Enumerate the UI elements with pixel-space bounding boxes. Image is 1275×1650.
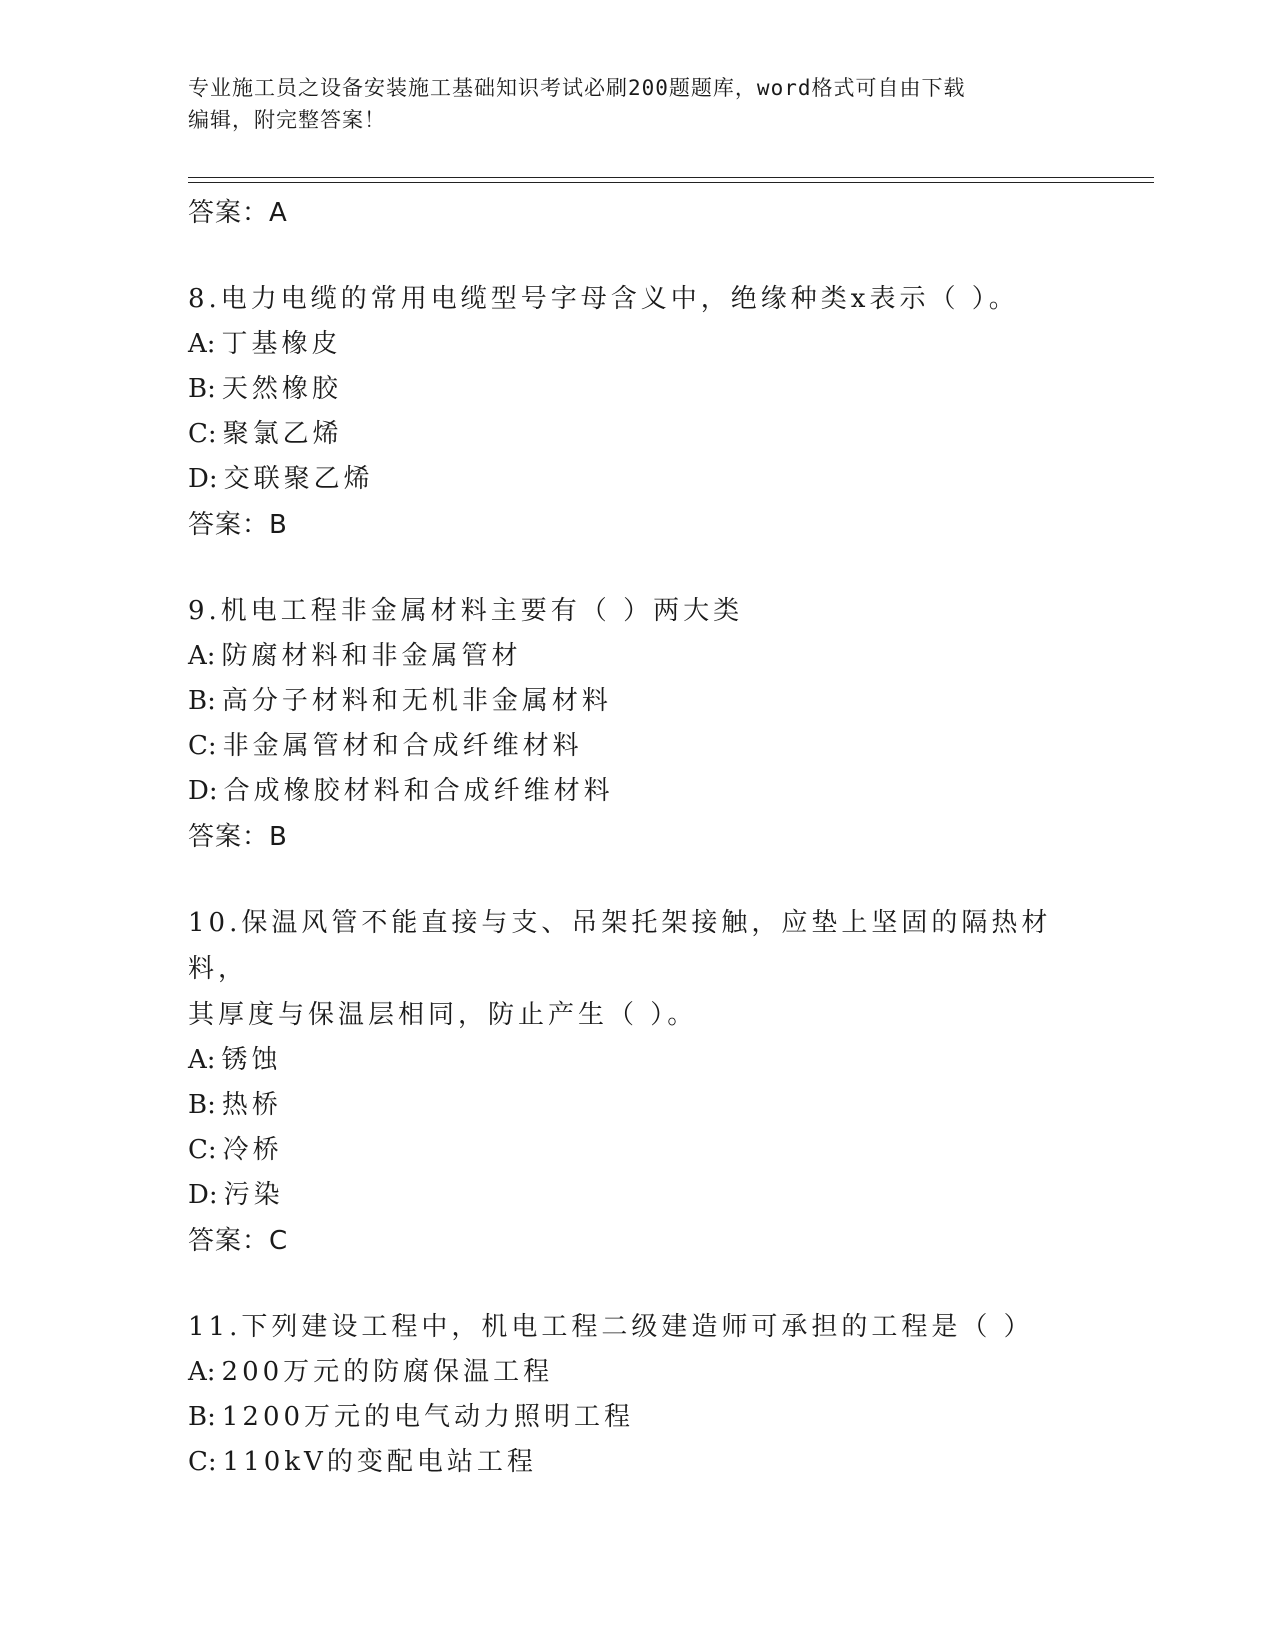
question-stem: 9.机电工程非金属材料主要有（ ）两大类 (188, 596, 744, 626)
option-a (188, 1038, 1088, 1083)
option-label: C: (188, 419, 217, 449)
question-stem: 11.下列建设工程中，机电工程二级建造师可承担的工程是（ ） (188, 1312, 1034, 1342)
option-label: C: (188, 1447, 217, 1477)
answer-line: 答案：A (188, 198, 288, 228)
option-text: 聚氯乙烯 (222, 419, 343, 449)
question-11 (188, 1304, 1088, 1485)
answer-line: 答案：B (188, 510, 288, 540)
option-label: A: (188, 329, 216, 359)
option-text: 非金属管材和合成纤维材料 (222, 731, 583, 761)
option-text: 冷桥 (222, 1135, 283, 1165)
option-a (188, 634, 1088, 679)
question-stem: 8.电力电缆的常用电缆型号字母含义中，绝缘种类x表示（ ）。 (188, 284, 1019, 314)
option-label: B: (188, 686, 216, 716)
option-text: 天然橡胶 (221, 374, 342, 404)
answer-line: 答案：C (188, 1226, 289, 1256)
header-rule-top (188, 177, 1154, 178)
option-a (188, 322, 1088, 367)
option-text: 丁基橡皮 (221, 329, 342, 359)
question-10 (188, 900, 1088, 1264)
question-stem-line-2: 其厚度与保温层相同，防止产生（ ）。 (188, 1000, 698, 1030)
option-text: 防腐材料和非金属管材 (221, 641, 522, 671)
option-text: 交联聚乙烯 (223, 464, 374, 494)
option-label: A: (188, 641, 216, 671)
option-text: 锈蚀 (221, 1045, 282, 1075)
option-label: D: (188, 464, 218, 494)
question-8 (188, 276, 1088, 548)
option-label: B: (188, 374, 216, 404)
option-d (188, 1173, 1088, 1218)
option-c (188, 1440, 1088, 1485)
option-c (188, 412, 1088, 457)
header-title-line-1: 专业施工员之设备安装施工基础知识考试必刷200题题库，word格式可自由下载 (188, 76, 966, 100)
option-label: A: (188, 1045, 216, 1075)
option-text: 高分子材料和无机非金属材料 (221, 686, 612, 716)
option-label: D: (188, 776, 218, 806)
option-text: 200万元的防腐保温工程 (221, 1357, 554, 1387)
option-c (188, 1128, 1088, 1173)
option-a (188, 1350, 1088, 1395)
header-title-line-2: 编辑，附完整答案！ (188, 108, 386, 132)
option-label: A: (188, 1357, 216, 1387)
option-label: C: (188, 731, 217, 761)
document-header (188, 72, 1068, 136)
option-text: 1200万元的电气动力照明工程 (221, 1402, 635, 1432)
option-c (188, 724, 1088, 769)
option-label: C: (188, 1135, 217, 1165)
option-b (188, 1083, 1088, 1128)
option-label: B: (188, 1402, 216, 1432)
option-text: 110kV的变配电站工程 (222, 1447, 537, 1477)
option-text: 合成橡胶材料和合成纤维材料 (223, 776, 614, 806)
option-label: D: (188, 1180, 218, 1210)
option-text: 热桥 (221, 1090, 282, 1120)
option-b (188, 367, 1088, 412)
question-stem-line-1: 10.保温风管不能直接与支、吊架托架接触，应垫上坚固的隔热材料， (188, 908, 1052, 984)
option-label: B: (188, 1090, 216, 1120)
header-rule-bottom (188, 182, 1154, 183)
option-d (188, 769, 1088, 814)
answer-line: 答案：B (188, 822, 288, 852)
option-d (188, 457, 1088, 502)
option-text: 污染 (223, 1180, 284, 1210)
option-b (188, 1395, 1088, 1440)
question-9 (188, 588, 1088, 860)
option-b (188, 679, 1088, 724)
question-list (188, 190, 1088, 1485)
